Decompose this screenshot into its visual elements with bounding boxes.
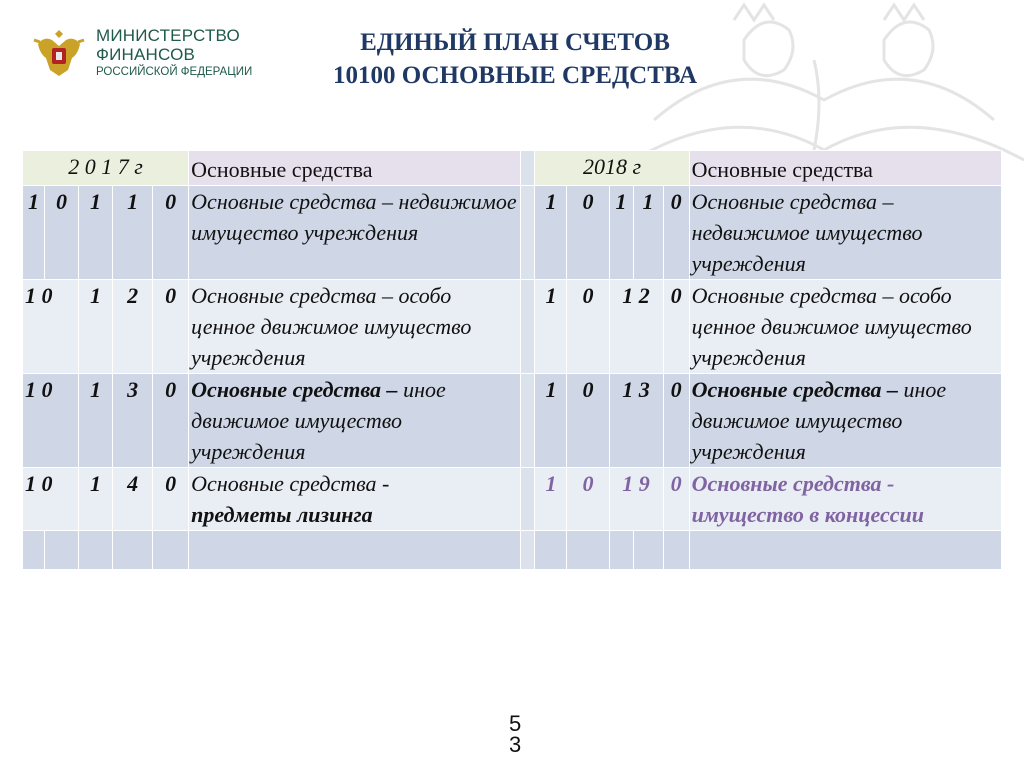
- code-digit: 1: [79, 374, 113, 468]
- code-digit: 1: [535, 186, 567, 280]
- page-title: [250, 26, 780, 92]
- account-name-bold: Основные средства –: [191, 377, 398, 402]
- code-digit: 1: [535, 468, 567, 531]
- empty-cell: [609, 531, 633, 570]
- code-digit: 0: [153, 186, 189, 280]
- table-gap: [521, 280, 535, 374]
- title-line1: ЕДИНЫЙ ПЛАН СЧЕТОВ: [360, 29, 670, 56]
- header-name-2017: Основные средства: [189, 151, 521, 186]
- code-digit: 0: [567, 280, 609, 374]
- table-row: [23, 374, 1002, 468]
- code-digit: 0: [153, 374, 189, 468]
- code-digit: 1: [535, 280, 567, 374]
- title-line2: 10100 ОСНОВНЫЕ СРЕДСТВА: [332, 62, 698, 89]
- account-name: [189, 374, 521, 468]
- coat-of-arms-icon: [30, 24, 88, 82]
- ministry-line1: МИНИСТЕРСТВО: [96, 26, 240, 45]
- code-digit: 0: [663, 280, 689, 374]
- code-digit: 3: [113, 374, 153, 468]
- code-digit: 0: [153, 468, 189, 531]
- account-name: Основные средства – особо ценное движимое имущество учреждения: [189, 280, 521, 374]
- account-name: [689, 374, 1001, 468]
- code-digit: 1 0: [23, 374, 79, 468]
- code-digit: 1 0: [23, 468, 79, 531]
- code-digit: 0: [663, 374, 689, 468]
- code-digit: 1: [23, 186, 45, 280]
- account-name-line1: Основные средства -: [691, 471, 895, 496]
- code-digit: 1: [79, 186, 113, 280]
- code-digit: 0: [663, 186, 689, 280]
- empty-cell: [113, 531, 153, 570]
- code-digit: 1 9: [609, 468, 663, 531]
- table-gap: [521, 468, 535, 531]
- account-name-line1: Основные средства -: [191, 471, 390, 496]
- empty-cell: [45, 531, 79, 570]
- code-digit: 1: [79, 280, 113, 374]
- table-gap: [521, 374, 535, 468]
- empty-cell: [535, 531, 567, 570]
- code-digit: 1: [633, 186, 663, 280]
- empty-cell: [567, 531, 609, 570]
- code-digit: 0: [567, 468, 609, 531]
- code-digit: 0: [567, 186, 609, 280]
- empty-cell: [79, 531, 113, 570]
- table-row-empty: [23, 531, 1002, 570]
- account-name: Основные средства – недвижимое имущество учреждения: [689, 186, 1001, 280]
- account-name-bold: Основные средства –: [691, 377, 898, 402]
- table-gap: [521, 151, 535, 186]
- code-digit: 1: [535, 374, 567, 468]
- header-name-2018: Основные средства: [689, 151, 1001, 186]
- empty-cell: [633, 531, 663, 570]
- code-digit: 1 0: [23, 280, 79, 374]
- account-name: [189, 468, 521, 531]
- account-name-line2: имущество в концессии: [691, 502, 924, 527]
- code-digit: 0: [45, 186, 79, 280]
- ministry-line3: РОССИЙСКОЙ ФЕДЕРАЦИИ: [96, 66, 253, 78]
- table-gap: [521, 531, 535, 570]
- code-digit: 1: [79, 468, 113, 531]
- account-name-rest: иное движимое имущество учреждения: [691, 377, 947, 464]
- table-header-row: [23, 151, 1002, 186]
- page-number-bottom: 3: [509, 732, 522, 757]
- table-row: [23, 468, 1002, 531]
- empty-cell: [689, 531, 1001, 570]
- code-digit: 0: [567, 374, 609, 468]
- table-row: [23, 186, 1002, 280]
- code-digit: 0: [663, 468, 689, 531]
- code-digit: 1 2: [609, 280, 663, 374]
- header-year-2018: 2018 г: [535, 151, 689, 186]
- page-number-top: 5: [509, 711, 522, 736]
- empty-cell: [189, 531, 521, 570]
- ministry-logo-text: [96, 26, 252, 80]
- account-name: Основные средства – особо ценное движимое имущество учреждения: [689, 280, 1001, 374]
- table-row: [23, 280, 1002, 374]
- code-digit: 4: [113, 468, 153, 531]
- account-name-rest: иное движимое имущество учреждения: [191, 377, 446, 464]
- empty-cell: [23, 531, 45, 570]
- code-digit: 1: [113, 186, 153, 280]
- account-name: Основные средства – недвижимое имущество учреждения: [189, 186, 521, 280]
- empty-cell: [663, 531, 689, 570]
- table-gap: [521, 186, 535, 280]
- header-year-2017: 2 0 1 7 г: [23, 151, 189, 186]
- code-digit: 0: [153, 280, 189, 374]
- code-digit: 2: [113, 280, 153, 374]
- page-number: [509, 713, 521, 755]
- empty-cell: [153, 531, 189, 570]
- account-name: [689, 468, 1001, 531]
- account-name-line2: предметы лизинга: [191, 502, 373, 527]
- ministry-line2: ФИНАНСОВ: [96, 45, 196, 64]
- accounts-table: [22, 150, 1002, 570]
- code-digit: 1: [609, 186, 633, 280]
- code-digit: 1 3: [609, 374, 663, 468]
